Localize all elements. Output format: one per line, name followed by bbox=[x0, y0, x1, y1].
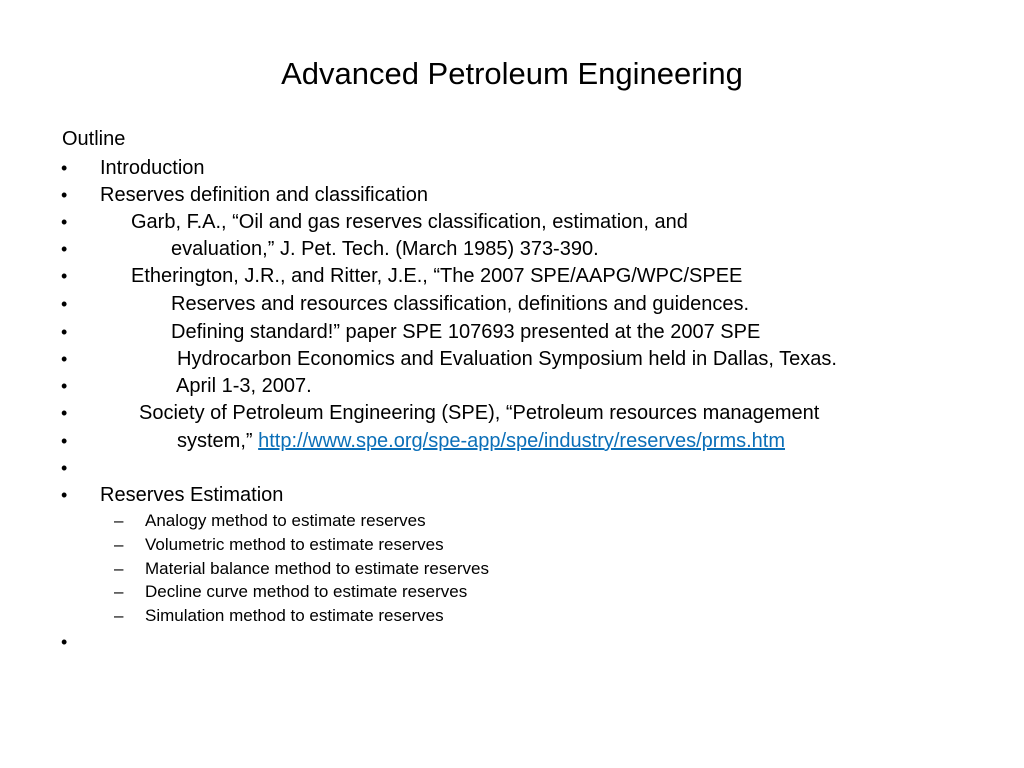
bullet-icon: • bbox=[61, 403, 68, 423]
bullet-icon: • bbox=[61, 185, 68, 205]
sub-list-item-text: Volumetric method to estimate reserves bbox=[145, 535, 444, 554]
dash-icon: – bbox=[114, 535, 124, 554]
list-item-text: Introduction bbox=[100, 157, 205, 179]
list-item-text: Garb, F.A., “Oil and gas reserves classification, estimation, and bbox=[131, 211, 688, 233]
dash-icon: – bbox=[114, 606, 124, 625]
bullet-icon: • bbox=[61, 266, 68, 286]
bullet-icon: • bbox=[61, 349, 68, 369]
list-item-text: Etherington, J.R., and Ritter, J.E., “The 2007 SPE/AAPG/WPC/SPEE bbox=[131, 265, 743, 287]
list-item-text: Reserves Estimation bbox=[100, 484, 284, 506]
bullet-icon: • bbox=[61, 239, 68, 259]
list-item-text: Reserves definition and classification bbox=[100, 184, 428, 206]
list-item-text bbox=[177, 427, 785, 455]
dash-icon: – bbox=[114, 511, 124, 530]
bullet-icon: • bbox=[61, 158, 68, 178]
bullet-icon: • bbox=[61, 458, 68, 478]
bullet-icon: • bbox=[61, 485, 68, 505]
list-item-text: Reserves and resources classification, definitions and guidences. bbox=[171, 293, 750, 315]
list-item-text: evaluation,” J. Pet. Tech. (March 1985) 373-390. bbox=[171, 238, 599, 260]
bullet-icon: • bbox=[61, 376, 68, 396]
sub-list-item-text: Analogy method to estimate reserves bbox=[145, 511, 426, 530]
bullet-icon: • bbox=[61, 632, 68, 652]
bullet-icon: • bbox=[61, 322, 68, 342]
list-item-text: Defining standard!” paper SPE 107693 presented at the 2007 SPE bbox=[171, 321, 761, 343]
bullet-icon: • bbox=[61, 294, 68, 314]
list-item-text: Society of Petroleum Engineering (SPE), “Petroleum resources management bbox=[139, 402, 820, 424]
slide-title: Advanced Petroleum Engineering bbox=[281, 56, 743, 91]
sub-list-item-text: Simulation method to estimate reserves bbox=[145, 606, 444, 625]
list-item-text: April 1-3, 2007. bbox=[176, 375, 312, 397]
dash-icon: – bbox=[114, 559, 124, 578]
list-item-prefix: system,” bbox=[177, 430, 253, 452]
bullet-icon: • bbox=[61, 431, 68, 451]
outline-heading: Outline bbox=[62, 128, 126, 150]
prms-link[interactable]: http://www.spe.org/spe-app/spe/industry/reserves/prms.htm bbox=[258, 430, 786, 452]
sub-list-item-text: Material balance method to estimate reserves bbox=[145, 559, 489, 578]
sub-list-item-text: Decline curve method to estimate reserves bbox=[145, 582, 468, 601]
bullet-icon: • bbox=[61, 212, 68, 232]
dash-icon: – bbox=[114, 582, 124, 601]
list-item-text: Hydrocarbon Economics and Evaluation Symposium held in Dallas, Texas. bbox=[177, 348, 837, 370]
